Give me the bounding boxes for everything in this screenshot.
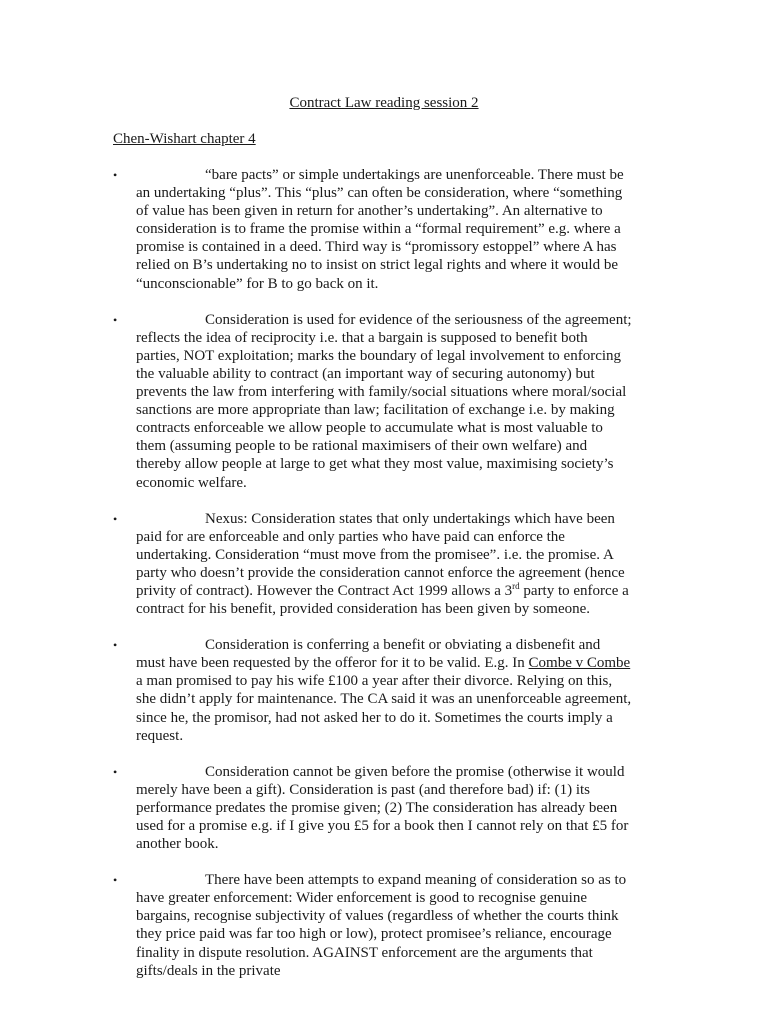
bullet-icon: •: [113, 764, 118, 779]
bullet-item: [113, 510, 633, 619]
bullet-item: [113, 311, 633, 492]
bullet-icon: •: [113, 312, 118, 327]
bullet-text: Consideration is used for evidence of the seriousness of the agreement; reflects the idea of reciprocity i.e. that a bargain is supposed to benefit both parties, NOT exploitation; marks the boundary of legal involvement to enforcing the valuable ability to contract (an important way of securing autonomy) but prevents the law from interfering with family/social situations where moral/social sanctions are more appropriate than law; facilitation of exchange i.e. by making contracts enforceable we allow people to accumulate what is most valuable to them (assuming people to be rational maximisers of their own welfare) and thereby allow people at large to get what they most value, maximising society’s economic welfare.: [136, 311, 632, 491]
bullet-item: [113, 166, 633, 293]
bullet-text-part: Consideration is conferring a benefit or obviating a disbenefit and must have been requested by the offeror for it to be valid. E.g. In: [136, 637, 601, 672]
bullet-text-part: a man promised to pay his wife £100 a year after their divorce. Relying on this, she didn’t apply for maintenance. The CA said it was an unenforceable agreement, since he, the promisor, had not asked her to do it. Sometimes the courts imply a request.: [136, 673, 632, 744]
ordinal-superscript: rd: [512, 580, 520, 591]
document-title: Contract Law reading session 2: [289, 95, 479, 111]
bullet-icon: •: [113, 638, 118, 653]
chapter-heading: Chen-Wishart chapter 4: [113, 131, 256, 147]
bullet-icon: •: [113, 168, 118, 182]
case-name: Combe v Combe: [528, 655, 631, 672]
bullet-item: [113, 763, 633, 853]
bullet-text: Consideration cannot be given before the promise (otherwise it would merely have been a gift). Consideration is past (and therefore bad) if: (1) its performance predates the promise given; (2) The consideration has already been used for a promise e.g. if I give you £5 for a book then I cannot rely on that £5 for another book.: [136, 763, 629, 853]
bullet-icon: •: [113, 873, 118, 888]
bullet-item: [113, 636, 633, 745]
bullet-text-part: party to enforce a contract for his benefit, provided consideration has been given by someone.: [136, 582, 629, 618]
bullet-icon: •: [113, 511, 118, 526]
bullet-text-part: Nexus: Consideration states that only undertakings which have been paid for are enforceable and only parties who have paid can enforce the undertaking. Consideration “must move from the promisee”. i.e. the promise. A party who doesn’t provide the consideration cannot enforce the agreement (hence privity of contract). However the Contract Act 1999 allows a 3: [136, 510, 625, 599]
bullet-text: There have been attempts to expand meaning of consideration so as to have greater enforcement: Wider enforcement is good to recognise genuine bargains, recognise subjectivity of values (regardless of whether the courts think they price paid was far too high or low), protect promisee’s reliance, encourage finality in dispute resolution. AGAINST enforcement are the arguments that gifts/deals in the private: [136, 872, 627, 979]
bullet-item: [113, 871, 633, 980]
bullet-text: “bare pacts” or simple undertakings are unenforceable. There must be an undertaking “plus”. This “plus” can often be consideration, where “something of value has been given in return for another’s undertaking”. An alternative to consideration is to frame the promise within a “formal requirement” e.g. where a promise is contained in a deed. Third way is “promissory estoppel” where A has relied on B’s undertaking no to insist on strict legal rights and where it would be “unconscionable” for B to go back on it.: [136, 167, 624, 292]
bullet-text: [136, 510, 633, 619]
bullet-text: [136, 636, 633, 745]
bullet-list: [113, 166, 633, 998]
